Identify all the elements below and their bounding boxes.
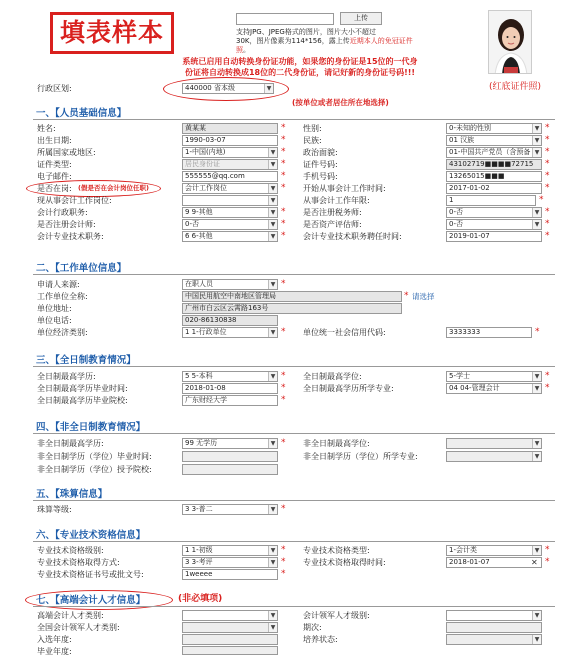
pt-edu-label: 非全日制最高学历: <box>37 439 104 448</box>
birth-date-input[interactable]: 1990-03-07 <box>182 135 278 146</box>
section-talent-number: 七、 <box>36 595 56 606</box>
ft-degree-value: 5-学士 <box>449 372 470 380</box>
political-value: 01-中国共产党员（含预备 <box>449 148 531 156</box>
onpost-hint: (假是否在会计岗位任职) <box>78 184 149 192</box>
unit-lookup-link[interactable]: 请选择 <box>412 292 435 301</box>
econ-value: 1 1-行政单位 <box>185 328 227 336</box>
region-select[interactable] <box>182 83 274 94</box>
ft-major-value: 04 04-管理会计 <box>449 384 500 392</box>
section-fulltime-number: 三、 <box>36 355 56 366</box>
chevron-down-icon: ▼ <box>532 220 541 229</box>
name-label: 姓名: <box>37 124 56 133</box>
gender-select[interactable] <box>446 123 542 134</box>
tech-type-label: 专业技术资格类型: <box>303 546 370 555</box>
chevron-down-icon: ▼ <box>268 623 277 632</box>
tech-level-label: 专业技术资格级别: <box>37 546 104 555</box>
ft-school-label: 全日制最高学历毕业院校: <box>37 396 128 405</box>
abacus-select[interactable] <box>182 504 278 515</box>
name-input[interactable]: 黄某某 <box>182 123 278 134</box>
appraiser-value: 0-否 <box>449 220 463 228</box>
region-hint: (按单位或者居住所在地选择) <box>292 98 389 107</box>
section-talent-heading: 【高端会计人才信息】 <box>55 595 146 606</box>
abacus-value: 3 3-普二 <box>185 505 213 513</box>
required-mark: * <box>281 383 286 393</box>
talent-leader-select[interactable] <box>446 610 542 621</box>
techpost-label: 会计专业技术职务: <box>37 232 104 241</box>
chevron-down-icon: ▼ <box>268 439 277 448</box>
section-fulltime-heading: 【全日制教育情况】 <box>55 355 136 366</box>
pt-gradtime-label: 非全日制学历（学位）毕业时间: <box>37 452 152 461</box>
chevron-down-icon: ▼ <box>268 505 277 514</box>
talent-year-label: 入选年度: <box>37 635 72 644</box>
hiretime-label: 会计专业技术职务聘任时间: <box>303 232 402 241</box>
talent-grad-label: 毕业年度: <box>37 647 72 655</box>
source-label: 申请人来源: <box>37 280 80 289</box>
chevron-down-icon: ▼ <box>532 208 541 217</box>
tech-level-select[interactable] <box>182 545 278 556</box>
talent-national-select[interactable] <box>182 622 278 633</box>
chevron-down-icon: ▼ <box>268 328 277 337</box>
upload-tip-line-1: 支持JPG、JPEG格式的图片，图片大小不超过 <box>236 28 376 36</box>
required-mark: * <box>545 383 550 393</box>
section-parttime-heading: 【非全日制教育情况】 <box>55 422 146 433</box>
talent-year-input[interactable] <box>182 634 278 645</box>
gender-label: 性别: <box>303 124 322 133</box>
section-abacus-heading: 【珠算信息】 <box>55 489 108 500</box>
currentpost-select[interactable] <box>182 195 278 206</box>
chevron-down-icon: ▼ <box>532 148 541 157</box>
unit-label: 工作单位全称: <box>37 292 88 301</box>
tech-level-value: 1 1-初级 <box>185 546 213 554</box>
idno-input[interactable]: 43102719■■■■72715 <box>446 159 542 170</box>
chevron-down-icon: ▼ <box>532 611 541 620</box>
ft-degree-select[interactable] <box>446 371 542 382</box>
chevron-down-icon: ▼ <box>268 558 277 567</box>
tech-method-label: 专业技术资格取得方式: <box>37 558 120 567</box>
section-divider <box>33 500 555 501</box>
phone-label: 单位电话: <box>37 316 72 325</box>
appraiser-label: 是否资产评估师: <box>303 220 362 229</box>
tech-cert-label: 专业技术资格证书号或批文号: <box>37 570 144 579</box>
talent-leader-label: 会计领军人才级别: <box>303 611 370 620</box>
chevron-down-icon: ▼ <box>268 611 277 620</box>
talent-class-label: 高端会计人才类别: <box>37 611 104 620</box>
idtype-value: 居民身份证 <box>185 160 220 168</box>
ft-major-select[interactable] <box>446 383 542 394</box>
region-label: 行政区划: <box>37 84 72 93</box>
ethnic-value: 01 汉族 <box>449 136 475 144</box>
section-divider <box>33 541 555 542</box>
required-mark: * <box>545 147 550 157</box>
required-mark: * <box>545 231 550 241</box>
section-divider <box>33 433 555 434</box>
required-mark: * <box>545 545 550 555</box>
mobile-input[interactable]: 13265015■■■ <box>446 171 542 182</box>
section-divider <box>33 606 555 607</box>
required-mark: * <box>545 219 550 229</box>
required-mark: * <box>281 231 286 241</box>
pt-school-label: 非全日制学历（学位）授予院校: <box>37 465 152 474</box>
required-mark: * <box>545 123 550 133</box>
onpost-label: 是否在岗: <box>37 184 72 193</box>
talent-national-label: 全国会计领军人才类别: <box>37 623 120 632</box>
chevron-down-icon: ▼ <box>532 546 541 555</box>
chevron-down-icon: ▼ <box>532 635 541 644</box>
tech-method-value: 3 3-考评 <box>185 558 213 566</box>
cpa-value: 0-否 <box>185 220 199 228</box>
pt-gradtime-input[interactable] <box>182 451 278 462</box>
required-mark: * <box>281 159 286 169</box>
required-mark: * <box>535 327 540 337</box>
pt-degree-select[interactable] <box>446 438 542 449</box>
ft-edu-select[interactable] <box>182 371 278 382</box>
ft-gradtime-label: 全日制最高学历毕业时间: <box>37 384 128 393</box>
required-mark: * <box>281 279 286 289</box>
chevron-down-icon: ▼ <box>532 124 541 133</box>
section-basic-number: 一、 <box>36 108 56 119</box>
section-divider <box>33 119 555 120</box>
area-select[interactable] <box>182 147 278 158</box>
phone-input[interactable]: 020-86130838 <box>182 315 278 326</box>
techpost-select[interactable] <box>182 231 278 242</box>
ft-school-input[interactable]: 广东财经大学 <box>182 395 278 406</box>
required-mark: * <box>545 371 550 381</box>
region-value: 440000 省本级 <box>185 84 235 92</box>
pt-edu-value: 99 无学历 <box>185 439 218 447</box>
section-divider <box>33 274 555 275</box>
chevron-down-icon: ▼ <box>268 280 277 289</box>
pt-edu-select[interactable] <box>182 438 278 449</box>
startwork-input[interactable]: 2017-01-02 <box>446 183 542 194</box>
chevron-down-icon: ▼ <box>532 372 541 381</box>
chevron-down-icon: ▼ <box>268 220 277 229</box>
unit-input[interactable]: 中国民用航空中南地区管理局 <box>182 291 402 302</box>
required-mark: * <box>404 291 409 301</box>
required-mark: * <box>281 395 286 405</box>
ft-edu-value: 5 5-本科 <box>185 372 213 380</box>
chevron-down-icon: ▼ <box>268 160 277 169</box>
upload-tip <box>236 28 414 55</box>
talent-period-label: 期次: <box>303 623 322 632</box>
required-mark: * <box>545 159 550 169</box>
tech-time-input[interactable]: 2018-01-07 <box>446 557 542 568</box>
appraiser-select[interactable] <box>446 219 542 230</box>
years-input[interactable]: 1 <box>446 195 536 206</box>
chevron-down-icon: ▼ <box>532 439 541 448</box>
required-mark: * <box>545 183 550 193</box>
chevron-down-icon: ▼ <box>532 384 541 393</box>
talent-status-select[interactable] <box>446 634 542 645</box>
clear-icon[interactable]: ✕ <box>531 558 538 567</box>
pt-major-select[interactable] <box>446 451 542 462</box>
ft-gradtime-input[interactable]: 2018-01-08 <box>182 383 278 394</box>
techpost-value: 6 6-其他 <box>185 232 213 240</box>
required-mark: * <box>545 171 550 181</box>
required-mark: * <box>281 327 286 337</box>
id-conversion-notice <box>170 56 430 78</box>
political-select[interactable] <box>446 147 542 158</box>
cpa-label: 是否注册会计师: <box>37 220 96 229</box>
required-mark: * <box>281 371 286 381</box>
email-input[interactable]: 555555@qq.com <box>182 171 278 182</box>
upload-button[interactable]: 上传 <box>340 12 382 25</box>
portrait-image <box>489 11 532 74</box>
credit-label: 单位统一社会信用代码: <box>303 328 386 337</box>
addr-input[interactable]: 广州市白云区云霄路163号 <box>182 303 402 314</box>
required-mark: * <box>281 183 286 193</box>
chevron-down-icon: ▼ <box>264 84 273 93</box>
birth-label: 出生日期: <box>37 136 72 145</box>
required-mark: * <box>539 195 544 205</box>
credit-input[interactable]: 3333333 <box>446 327 532 338</box>
talent-period-input[interactable] <box>446 622 542 633</box>
idno-label: 证件号码: <box>303 160 338 169</box>
gender-value: 0-未知的性别 <box>449 124 491 132</box>
onpost-value: 会计工作岗位 <box>185 184 227 192</box>
chevron-down-icon: ▼ <box>532 452 541 461</box>
photo-file-input[interactable] <box>236 13 334 25</box>
talent-grad-input[interactable] <box>182 646 278 655</box>
required-mark: * <box>281 557 286 567</box>
taxagent-label: 是否注册税务师: <box>303 208 362 217</box>
chevron-down-icon: ▼ <box>268 232 277 241</box>
required-mark: * <box>281 569 286 579</box>
tech-cert-input[interactable]: 1weeee <box>182 569 278 580</box>
abacus-label: 珠算等级: <box>37 505 72 514</box>
idtype-label: 证件类型: <box>37 160 72 169</box>
years-label: 从事会计工作年限: <box>303 196 370 205</box>
econ-label: 单位经济类别: <box>37 328 88 337</box>
idtype-select[interactable] <box>182 159 278 170</box>
required-mark: * <box>281 219 286 229</box>
ft-degree-label: 全日制最高学位: <box>303 372 362 381</box>
pt-major-label: 非全日制学历（学位）所学专业: <box>303 452 418 461</box>
tech-type-select[interactable] <box>446 545 542 556</box>
chevron-down-icon: ▼ <box>268 184 277 193</box>
section-parttime-number: 四、 <box>36 422 56 433</box>
area-value: 1-中国(内地) <box>185 148 226 156</box>
currentpost-label: 现从事会计工作岗位: <box>37 196 112 205</box>
photo-label: (红底证件照) <box>488 82 542 92</box>
upload-tip-line-2: 30K，图片像素为114*156，露上传 <box>236 37 350 45</box>
required-mark: * <box>281 207 286 217</box>
sample-stamp: 填表样本 <box>50 12 174 54</box>
acctposition-value: 9 9-其他 <box>185 208 213 216</box>
chevron-down-icon: ▼ <box>268 196 277 205</box>
talent-status-label: 培养状态: <box>303 635 338 644</box>
required-mark: * <box>281 504 286 514</box>
required-mark: * <box>281 171 286 181</box>
section-abacus-number: 五、 <box>36 489 56 500</box>
talent-optional-hint: (非必填项) <box>178 594 223 604</box>
required-mark: * <box>545 135 550 145</box>
hiretime-input[interactable]: 2019-01-07 <box>446 231 542 242</box>
ft-edu-label: 全日制最高学历: <box>37 372 96 381</box>
upload-tip-red: 近期本人的免冠证件照 <box>236 37 413 54</box>
required-mark: * <box>281 545 286 555</box>
pt-school-input[interactable] <box>182 464 278 475</box>
notice-line-1: 系统已启用自动转换身份证功能，如果您的身份证是15位的一代身 <box>182 57 418 66</box>
source-value: 在职人员 <box>185 280 213 288</box>
chevron-down-icon: ▼ <box>532 136 541 145</box>
econ-select[interactable] <box>182 327 278 338</box>
id-photo <box>488 10 532 74</box>
pt-degree-label: 非全日制最高学位: <box>303 439 370 448</box>
taxagent-value: 0-否 <box>449 208 463 216</box>
cpa-select[interactable] <box>182 219 278 230</box>
ethnic-select[interactable] <box>446 135 542 146</box>
tech-type-value: 1-会计类 <box>449 546 477 554</box>
section-work-heading: 【工作单位信息】 <box>55 263 127 274</box>
chevron-down-icon: ▼ <box>268 546 277 555</box>
required-mark: * <box>281 438 286 448</box>
upload-tip-end: 。 <box>243 46 250 54</box>
tech-method-select[interactable] <box>182 557 278 568</box>
required-mark: * <box>545 557 550 567</box>
political-label: 政治面貌: <box>303 148 338 157</box>
section-tech-heading: 【专业技术资格信息】 <box>55 530 146 541</box>
required-mark: * <box>281 135 286 145</box>
acctposition-select[interactable] <box>182 207 278 218</box>
chevron-down-icon: ▼ <box>268 148 277 157</box>
talent-class-select[interactable] <box>182 610 278 621</box>
email-label: 电子邮件: <box>37 172 72 181</box>
area-label: 所属国家或地区: <box>37 148 96 157</box>
section-work-number: 二、 <box>36 263 56 274</box>
addr-label: 单位地址: <box>37 304 72 313</box>
taxagent-select[interactable] <box>446 207 542 218</box>
ethnic-label: 民族: <box>303 136 322 145</box>
onpost-select[interactable] <box>182 183 278 194</box>
tech-time-label: 专业技术资格取得时间: <box>303 558 386 567</box>
required-mark: * <box>545 207 550 217</box>
chevron-down-icon: ▼ <box>268 208 277 217</box>
required-mark: * <box>281 147 286 157</box>
acctposition-label: 会计行政职务: <box>37 208 88 217</box>
notice-line-2: 份证将自动转换成18位的二代身份证，请记好新的身份证号码!!! <box>184 68 416 77</box>
ft-major-label: 全日制最高学历所学专业: <box>303 384 394 393</box>
mobile-label: 手机号码: <box>303 172 338 181</box>
chevron-down-icon: ▼ <box>268 372 277 381</box>
required-mark: * <box>281 123 286 133</box>
section-tech-number: 六、 <box>36 530 56 541</box>
section-divider <box>33 366 555 367</box>
startwork-label: 开始从事会计工作时间: <box>303 184 386 193</box>
section-basic-heading: 【人员基础信息】 <box>55 108 127 119</box>
source-select[interactable] <box>182 279 278 290</box>
